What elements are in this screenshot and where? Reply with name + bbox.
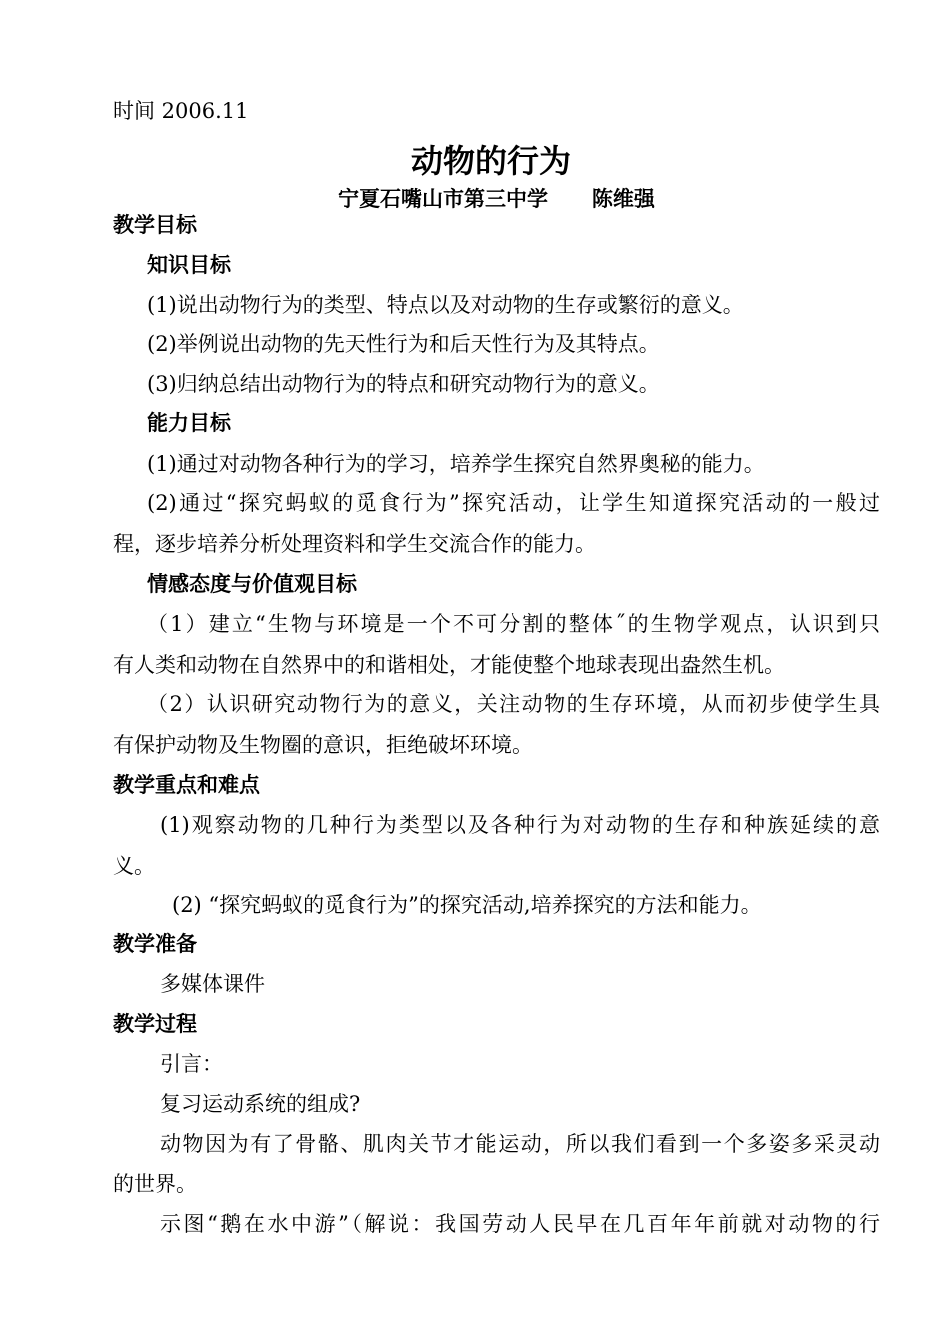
ability-item-2-line-2: 程，逐步培养分析处理资料和学生交流合作的能力。	[113, 532, 596, 556]
process-para-1-line-2: 的世界。	[113, 1172, 197, 1196]
knowledge-item-2: (2)举例说出动物的先天性行为和后天性行为及其特点。	[147, 332, 660, 356]
ability-item-1: (1)通过对动物各种行为的学习，培养学生探究自然界奥秘的能力。	[147, 452, 765, 476]
attitude-item-2-line-2: 有保护动物及生物圈的意识，拒绝破坏环境。	[113, 733, 533, 757]
ability-heading: 能力目标	[147, 411, 231, 435]
process-review: 复习运动系统的组成?	[160, 1092, 361, 1116]
attitude-heading: 情感态度与价值观目标	[147, 572, 357, 596]
objectives-heading: 教学目标	[113, 213, 197, 237]
preparation-content: 多媒体课件	[160, 972, 265, 996]
time-line: 时间 2006.11	[113, 99, 249, 123]
process-heading: 教学过程	[113, 1012, 197, 1036]
key-points-item-2: (2) “探究蚂蚁的觅食行为”的探究活动,培养探究的方法和能力。	[172, 893, 762, 917]
attitude-item-1-line-1: （1）建立“生物与环境是一个不可分割的整体˝的生物学观点，认识到只	[147, 612, 880, 636]
preparation-heading: 教学准备	[113, 932, 197, 956]
key-points-item-1-line-1: (1)观察动物的几种行为类型以及各种行为对动物的生存和种族延续的意	[160, 813, 880, 837]
knowledge-item-1: (1)说出动物行为的类型、特点以及对动物的生存或繁衍的意义。	[147, 293, 744, 317]
knowledge-item-3: (3)归纳总结出动物行为的特点和研究动物行为的意义。	[147, 372, 660, 396]
process-intro: 引言：	[160, 1052, 223, 1076]
key-points-heading: 教学重点和难点	[113, 773, 260, 797]
key-points-item-1-line-2: 义。	[113, 854, 155, 878]
knowledge-heading: 知识目标	[147, 253, 231, 277]
attitude-item-2-line-1: （2）认识研究动物行为的意义，关注动物的生存环境，从而初步使学生具	[147, 692, 880, 716]
page-title: 动物的行为	[411, 142, 572, 180]
ability-item-2-line-1: (2)通过“探究蚂蚁的觅食行为”探究活动，让学生知道探究活动的一般过	[147, 491, 880, 515]
page-subtitle: 宁夏石嘴山市第三中学 陈维强	[338, 187, 655, 211]
process-para-1-line-1: 动物因为有了骨骼、肌肉关节才能运动，所以我们看到一个多姿多采灵动	[160, 1132, 880, 1156]
attitude-item-1-line-2: 有人类和动物在自然界中的和谐相处，才能使整个地球表现出盎然生机。	[113, 653, 785, 677]
process-para-2-line-1: 示图“鹅在水中游”（解说：我国劳动人民早在几百年年前就对动物的行	[160, 1212, 880, 1236]
